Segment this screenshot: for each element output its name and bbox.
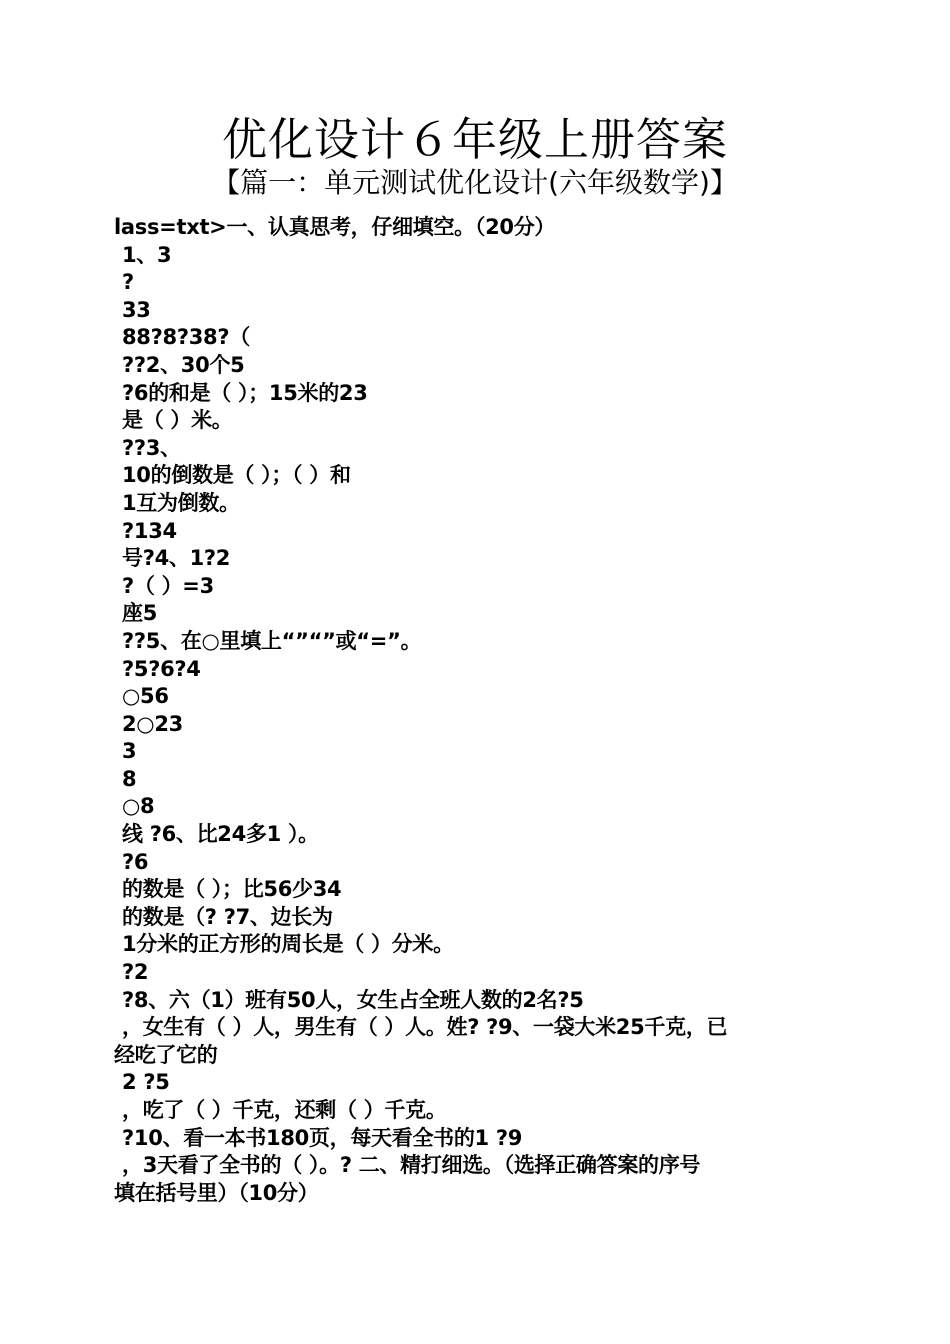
- text-line: 号?4、1?2: [122, 546, 231, 571]
- text-line: ?5?6?4: [122, 656, 201, 681]
- text-line: 10的倒数是（ ）；（ ）和: [122, 463, 351, 488]
- text-line: 3: [122, 739, 137, 764]
- text-line: ?10、看一本书180页，每天看全书的1 ?9: [122, 1125, 523, 1150]
- text-line: lass=txt>一、认真思考，仔细填空。（20分）: [114, 215, 556, 239]
- text-line: ?8、六（1）班有50人，女生占全班人数的2名?5: [122, 987, 584, 1012]
- text-line: 座5: [122, 601, 158, 626]
- text-line: ??3、: [122, 435, 181, 460]
- text-line: 1互为倒数。: [122, 490, 240, 515]
- page-subtitle: 【篇一：单元测试优化设计(六年级数学)】: [212, 166, 738, 199]
- text-line: ○56: [122, 684, 169, 709]
- text-line: ?134: [122, 518, 177, 543]
- text-line: ??5、在○里填上“”“”或“=”。: [122, 628, 422, 653]
- text-line: ，3天看了全书的（ ）。? 二、精打细选。（选择正确答案的序号: [122, 1153, 701, 1178]
- text-line: ??2、30个5: [122, 352, 245, 377]
- text-line: ?: [122, 270, 134, 295]
- text-line: ?2: [122, 960, 149, 985]
- text-line: 8: [122, 766, 137, 791]
- text-line: 的数是（? ?7、边长为: [122, 904, 333, 929]
- text-line: 1分米的正方形的周长是（ ）分米。: [122, 932, 454, 957]
- text-line: ，吃了（ ）千克，还剩（ ）千克。: [122, 1098, 447, 1122]
- text-line: 1、3: [122, 242, 172, 267]
- text-line: ?6的和是（ ）；15米的23: [122, 380, 368, 405]
- text-line: ○8: [122, 794, 155, 819]
- text-line: 经吃了它的: [114, 1042, 218, 1067]
- text-line: 2○23: [122, 711, 183, 736]
- document-body: [114, 214, 844, 1207]
- text-line: 的数是（ ）；比56少34: [122, 877, 342, 902]
- page-title: 优化设计６年级上册答案: [221, 113, 728, 166]
- text-line: 线 ?6、比24多1 ）。: [122, 822, 319, 847]
- text-line: 33: [122, 297, 151, 322]
- text-line: 填在括号里）（10分）: [114, 1180, 319, 1205]
- text-line: 是（ ）米。: [122, 408, 233, 433]
- text-line: ?（ ）=3: [122, 573, 214, 598]
- text-line: 88?8?38?（: [122, 325, 250, 350]
- text-line: ?6: [122, 849, 149, 874]
- text-line: 2 ?5: [122, 1070, 170, 1095]
- text-line: ，女生有（ ）人，男生有（ ）人。姓? ?9、一袋大米25千克，已: [122, 1015, 728, 1040]
